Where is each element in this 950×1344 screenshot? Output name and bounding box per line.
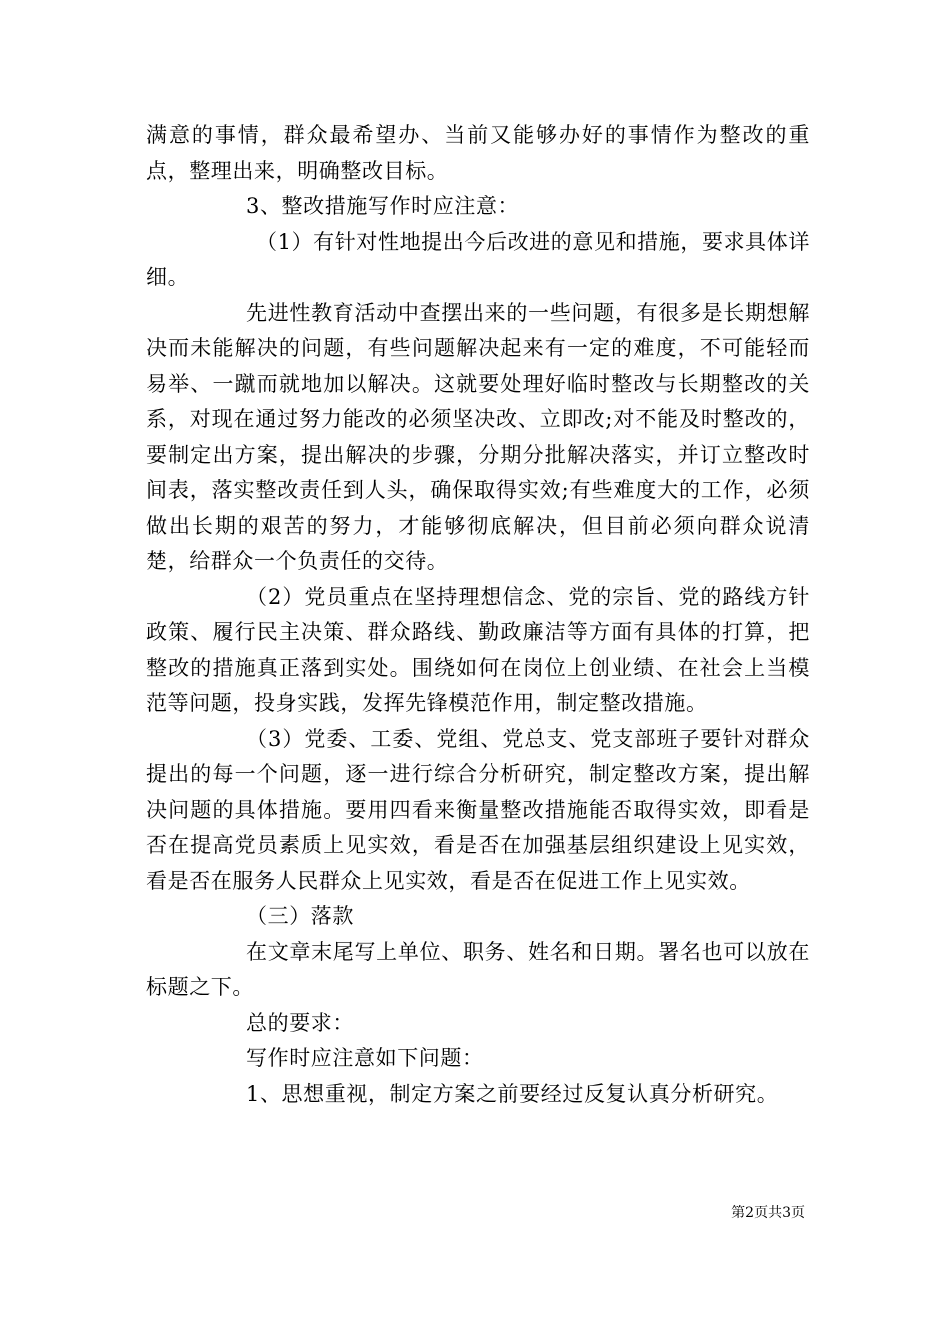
document-body xyxy=(146,118,810,1112)
paragraph-continuation: 满意的事情，群众最希望办、当前又能够办好的事情作为整改的重点，整理出来，明确整改目标。 xyxy=(146,123,810,183)
paragraph-item-3-heading: 3、整改措施写作时应注意： xyxy=(246,194,520,218)
paragraph-requirement-1: 1、思想重视，制定方案之前要经过反复认真分析研究。 xyxy=(246,1081,779,1106)
paragraph-sub-item-3: （3）党委、工委、党组、党总支、党支部班子要针对群众提出的每一个问题，逐一进行综合分析研究，制定整改方案，提出解决问题的具体措施。要用四看来衡量整改措施能否取得实效，即看是否在提高党员素质上见实效，看是否在加强基层组织建设上见实效，看是否在服务人民群众上见实效，看是否在促进工作上见实效。 xyxy=(146,726,810,893)
paragraph-sub-item-1: （1）有针对性地提出今后改进的意见和措施，要求具体详细。 xyxy=(146,229,810,289)
paragraph-writing-notes: 写作时应注意如下问题： xyxy=(246,1046,484,1070)
paragraph-general-requirements: 总的要求： xyxy=(246,1010,354,1035)
section-heading-signature: （三）落款 xyxy=(246,904,354,928)
paragraph-sub-item-2: （2）党员重点在坚持理想信念、党的宗旨、党的路线方针政策、履行民主决策、群众路线、勤政廉洁等方面有具体的打算，把整改的措施真正落到实处。围绕如何在岗位上创业绩、在社会上当模范等问题，投身实践，发挥先锋模范作用，制定整改措施。 xyxy=(146,584,810,715)
page-number-footer: 第2页共3页 xyxy=(731,1205,805,1221)
paragraph-body: 先进性教育活动中查摆出来的一些问题，有很多是长期想解决而未能解决的问题，有些问题解决起来有一定的难度，不可能轻而易举、一蹴而就地加以解决。这就要处理好临时整改与长期整改的关系，对现在通过努力能改的必须坚决改、立即改;对不能及时整改的，要制定出方案，提出解决的步骤，分期分批解决落实，并订立整改时间表，落实整改责任到人头，确保取得实效;有些难度大的工作，必须做出长期的艰苦的努力，才能够彻底解决，但目前必须向群众说清楚，给群众一个负责任的交待。 xyxy=(146,300,810,573)
paragraph-signature-instructions: 在文章末尾写上单位、职务、姓名和日期。署名也可以放在标题之下。 xyxy=(146,939,810,999)
